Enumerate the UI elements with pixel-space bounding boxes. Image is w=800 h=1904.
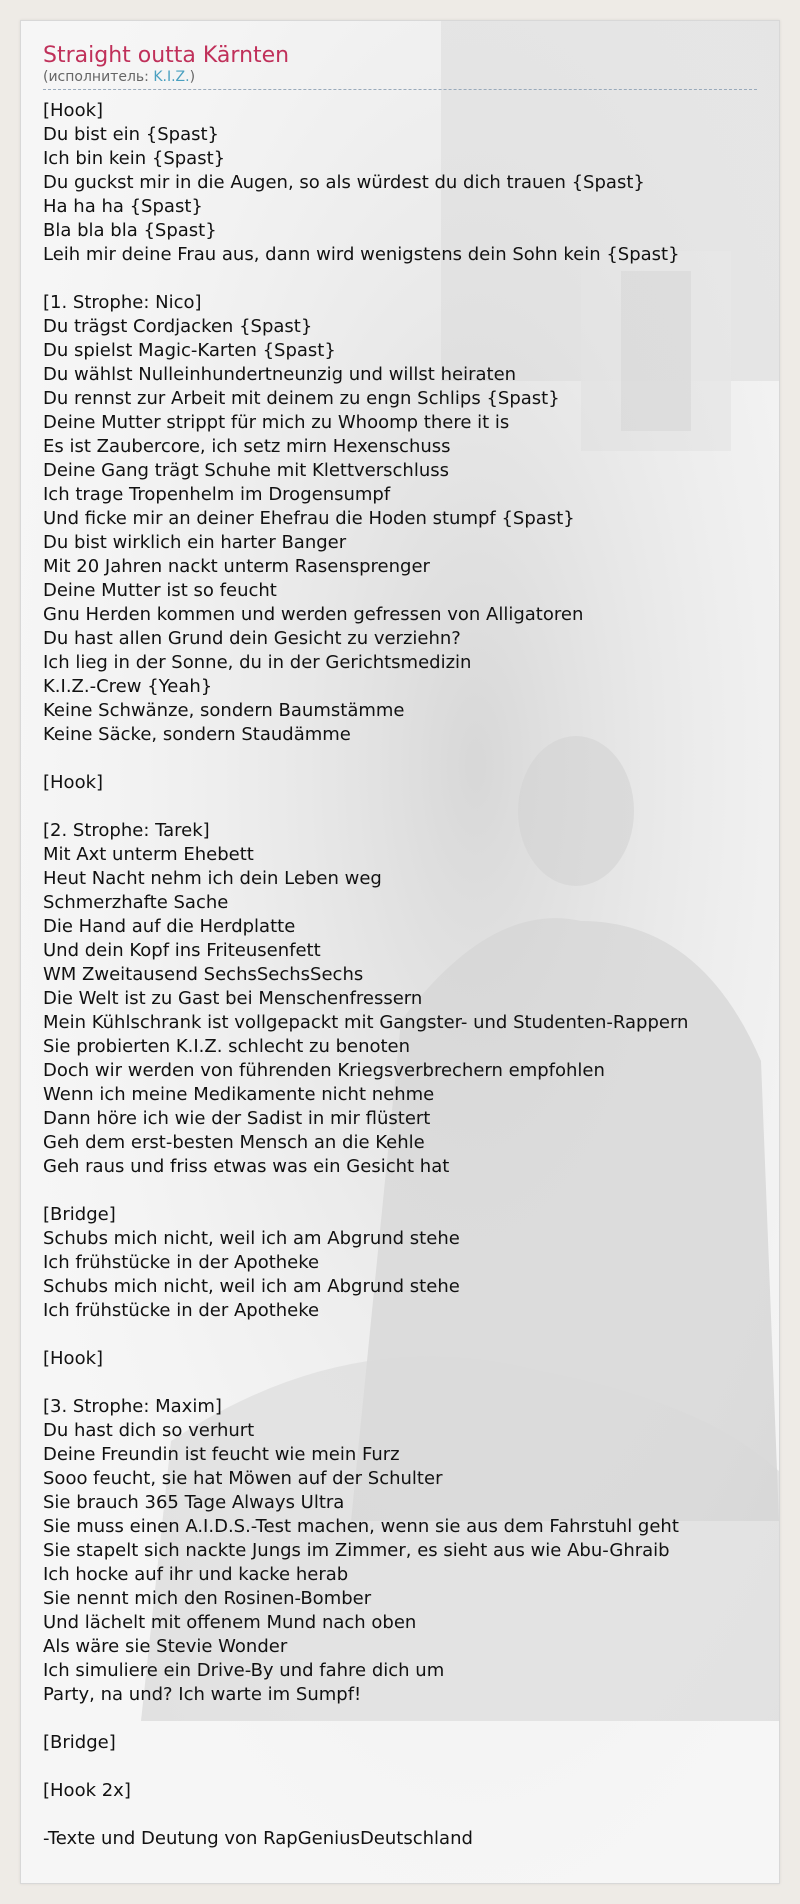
lyric-line: Gnu Herden kommen und werden gefressen von Alligatoren — [43, 604, 584, 625]
song-title: Straight outta Kärnten — [43, 43, 290, 68]
lyric-line: Sooo feucht, sie hat Möwen auf der Schulter — [43, 1468, 443, 1489]
lyric-line: Deine Mutter strippt für mich zu Whoomp there it is — [43, 412, 510, 433]
lyric-line: Mit Axt unterm Ehebett — [43, 844, 254, 865]
lyric-line: K.I.Z.-Crew {Yeah} — [43, 676, 213, 697]
lyric-line: [Hook] — [43, 100, 104, 121]
lyric-line: Du wählst Nulleinhundertneunzig und willst heiraten — [43, 364, 517, 385]
lyric-line: Du hast dich so verhurt — [43, 1420, 255, 1441]
lyric-line: [Hook] — [43, 772, 104, 793]
lyric-line: Die Hand auf die Herdplatte — [43, 916, 296, 937]
lyric-line: Dann höre ich wie der Sadist in mir flüstert — [43, 1108, 431, 1129]
lyric-line: Sie brauch 365 Tage Always Ultra — [43, 1492, 345, 1513]
lyric-line: Die Welt ist zu Gast bei Menschenfressern — [43, 988, 423, 1009]
lyric-line: Du rennst zur Arbeit mit deinem zu engn Schlips {Spast} — [43, 388, 560, 409]
lyric-line: Sie muss einen A.I.D.S.-Test machen, wenn sie aus dem Fahrstuhl geht — [43, 1516, 679, 1537]
lyric-line: Mit 20 Jahren nackt unterm Rasensprenger — [43, 556, 430, 577]
lyric-line — [43, 1803, 757, 1827]
lyric-line: Doch wir werden von führenden Kriegsverbrechern empfohlen — [43, 1060, 605, 1081]
lyric-line: [3. Strophe: Maxim] — [43, 1396, 222, 1417]
lyric-line: Und ficke mir an deiner Ehefrau die Hoden stumpf {Spast} — [43, 508, 575, 529]
lyric-line: -Texte und Deutung von RapGeniusDeutschland — [43, 1828, 473, 1849]
lyric-line: Sie stapelt sich nackte Jungs im Zimmer, es sieht aus wie Abu-Ghraib — [43, 1540, 670, 1561]
lyric-line: Schubs mich nicht, weil ich am Abgrund stehe — [43, 1228, 460, 1249]
lyric-line: Geh dem erst-besten Mensch an die Kehle — [43, 1132, 425, 1153]
lyric-line: Keine Säcke, sondern Staudämme — [43, 724, 351, 745]
lyric-line: Du bist wirklich ein harter Banger — [43, 532, 347, 553]
lyric-line — [43, 795, 757, 819]
lyric-line: Bla bla bla {Spast} — [43, 220, 217, 241]
artist-suffix: ) — [189, 69, 196, 85]
song-content — [43, 43, 757, 1851]
lyric-line: Ich frühstücke in der Apotheke — [43, 1300, 320, 1321]
lyric-line: Leih mir deine Frau aus, dann wird wenigstens dein Sohn kein {Spast} — [43, 244, 680, 265]
lyric-line: Sie probierten K.I.Z. schlecht zu benoten — [43, 1036, 411, 1057]
lyric-line: [Bridge] — [43, 1204, 116, 1225]
lyric-line: [Bridge] — [43, 1732, 116, 1753]
artist-prefix: (исполнитель: — [43, 69, 154, 85]
lyric-line: [2. Strophe: Tarek] — [43, 820, 210, 841]
lyric-line: Und lächelt mit offenem Mund nach oben — [43, 1612, 417, 1633]
lyric-line: Sie nennt mich den Rosinen-Bomber — [43, 1588, 372, 1609]
lyric-line — [43, 1707, 757, 1731]
lyric-line: Ha ha ha {Spast} — [43, 196, 203, 217]
lyric-line: Ich lieg in der Sonne, du in der Gerichtsmedizin — [43, 652, 472, 673]
lyric-line: Schubs mich nicht, weil ich am Abgrund stehe — [43, 1276, 460, 1297]
lyric-line: Deine Gang trägt Schuhe mit Klettverschluss — [43, 460, 449, 481]
artist-line — [43, 69, 757, 90]
artist-link[interactable]: K.I.Z. — [153, 69, 190, 85]
lyric-line: Wenn ich meine Medikamente nicht nehme — [43, 1084, 435, 1105]
lyric-line: Geh raus und friss etwas was ein Gesicht hat — [43, 1156, 450, 1177]
lyric-line — [43, 267, 757, 291]
lyric-line: Deine Mutter ist so feucht — [43, 580, 277, 601]
lyric-line: Ich hocke auf ihr und kacke herab — [43, 1564, 349, 1585]
lyrics-body — [43, 99, 757, 1851]
lyric-line: Deine Freundin ist feucht wie mein Furz — [43, 1444, 400, 1465]
lyric-line: WM Zweitausend SechsSechsSechs — [43, 964, 364, 985]
lyric-line: Du bist ein {Spast} — [43, 124, 220, 145]
lyric-line: [Hook 2x] — [43, 1780, 131, 1801]
lyric-line: Du spielst Magic-Karten {Spast} — [43, 340, 336, 361]
lyric-line — [43, 1755, 757, 1779]
lyric-line: Keine Schwänze, sondern Baumstämme — [43, 700, 405, 721]
lyric-line: Ich simuliere ein Drive-By und fahre dich um — [43, 1660, 445, 1681]
lyric-line — [43, 1179, 757, 1203]
lyric-line — [43, 1371, 757, 1395]
lyric-line: Ich bin kein {Spast} — [43, 148, 226, 169]
lyric-line: Ich frühstücke in der Apotheke — [43, 1252, 320, 1273]
lyric-line: [Hook] — [43, 1348, 104, 1369]
lyric-line: Heut Nacht nehm ich dein Leben weg — [43, 868, 382, 889]
lyric-line: Du trägst Cordjacken {Spast} — [43, 316, 313, 337]
lyric-line: Du guckst mir in die Augen, so als würdest du dich trauen {Spast} — [43, 172, 645, 193]
lyric-line: Mein Kühlschrank ist vollgepackt mit Gangster- und Studenten-Rappern — [43, 1012, 689, 1033]
lyric-line: Ich trage Tropenhelm im Drogensumpf — [43, 484, 391, 505]
lyric-line: Als wäre sie Stevie Wonder — [43, 1636, 288, 1657]
lyrics-card — [20, 20, 780, 1884]
lyric-line: Schmerzhafte Sache — [43, 892, 229, 913]
lyric-line: [1. Strophe: Nico] — [43, 292, 202, 313]
lyric-line: Es ist Zaubercore, ich setz mirn Hexenschuss — [43, 436, 451, 457]
lyric-line — [43, 1323, 757, 1347]
lyric-line: Du hast allen Grund dein Gesicht zu verziehn? — [43, 628, 461, 649]
lyric-line — [43, 747, 757, 771]
lyric-line: Und dein Kopf ins Friteusenfett — [43, 940, 321, 961]
lyric-line: Party, na und? Ich warte im Sumpf! — [43, 1684, 362, 1705]
